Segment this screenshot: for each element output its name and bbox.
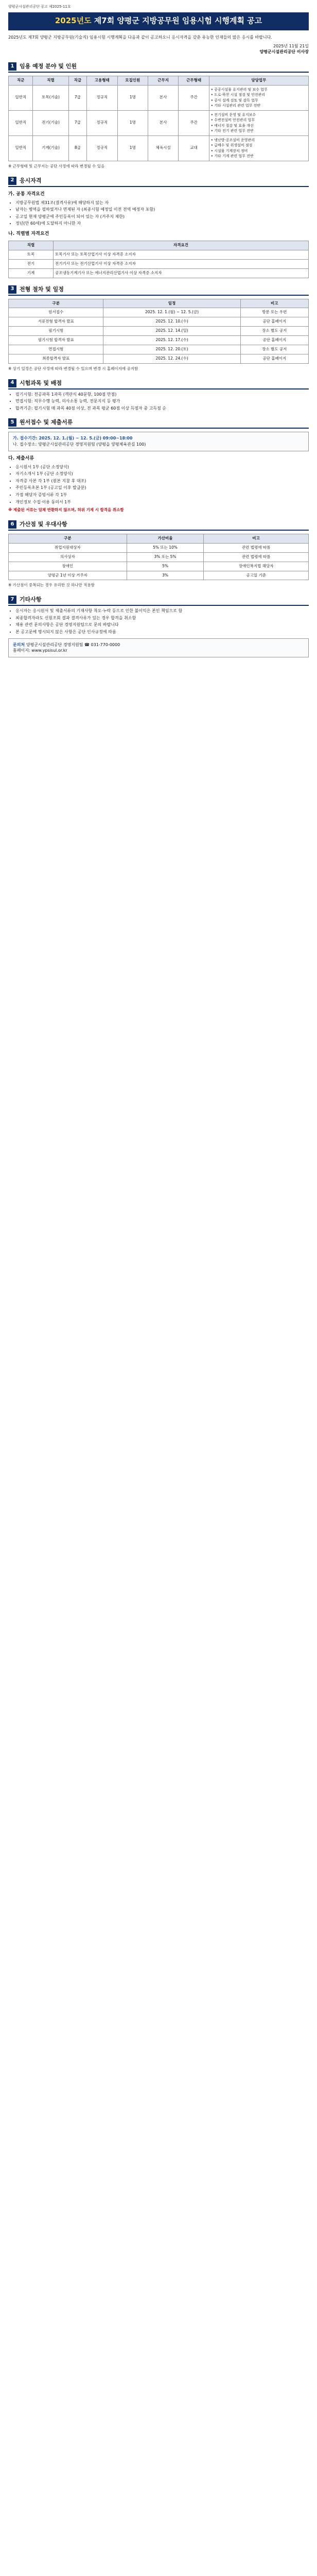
list-item: • 응시자는 응시원서 및 제출서류의 기재사항 착오·누락 등으로 인한 불이익은 본인 책임으로 함 [15, 608, 309, 614]
col-header: 담당업무 [209, 76, 308, 85]
list-item: • 자기소개서 1부 (공단 소정양식) [15, 471, 309, 477]
table-cell: 2025. 12. 14.(일) [103, 327, 240, 336]
table-cell: 공단 홈페이지 [240, 317, 308, 327]
table-cell: 장애인복지법 해당자 [204, 562, 309, 571]
col-header: 직렬 [9, 241, 54, 250]
duty-cell: • 전기설비 운영 및 유지보수 • 수변전설비 안전관리 업무 • 에너지 절감 및 효율 개선 • 기타 전기 관련 업무 전반 [209, 110, 308, 135]
section-7-header [8, 596, 309, 604]
table-cell: 전기(기술) [33, 110, 68, 135]
table-row [9, 308, 309, 317]
table-cell: 3% 또는 5% [127, 552, 204, 562]
col-header: 직급 [68, 76, 87, 85]
table-cell: 본사 [148, 110, 178, 135]
list-item: • 정년(만 60세)에 도달하지 아니한 자 [15, 221, 309, 227]
notice-number: 양평군시설관리공단 공고 제2025-11호 [8, 5, 71, 9]
section-divider [8, 295, 309, 296]
misc-list [8, 608, 309, 635]
list-item: • 주민등록초본 1부 (공고일 이후 발급분) [15, 485, 309, 491]
table-cell: 정규직 [87, 135, 117, 161]
section-5-header [8, 418, 309, 427]
table-row [9, 562, 309, 571]
receive-period: 가. 접수기간: 2025. 12. 1.(월) ~ 12. 5.(금) 09:00~18:00 [13, 436, 133, 441]
table-cell: 8급 [68, 135, 87, 161]
table-cell: 면접시험 [9, 345, 103, 354]
table-row [9, 250, 309, 259]
col-header: 비고 [240, 299, 308, 308]
table-cell: 공조냉동기계기사 또는 에너지관리산업기사 이상 자격증 소지자 [54, 268, 309, 278]
section-divider [8, 388, 309, 389]
table-cell: 양평군 1년 이상 거주자 [9, 571, 127, 580]
application-box [8, 432, 309, 451]
section-note: ※ 가산점이 중복되는 경우 유리한 것 하나만 적용함 [8, 583, 95, 588]
table-row [9, 543, 309, 552]
section-divider [8, 186, 309, 187]
table-cell: 교대 [179, 135, 209, 161]
section-4-header [8, 379, 309, 387]
duty-cell: • 냉난방·공조설비 운영관리 • 급배수 및 위생설비 점검 • 시설물 기계장치 정비 • 기타 기계 관련 업무 전반 [209, 135, 308, 161]
table-row [9, 110, 309, 135]
section-number: 4 [8, 379, 16, 387]
table-cell: 기계(기술) [33, 135, 68, 161]
list-item: • 공고일 현재 양평군에 주민등록이 되어 있는 자 (거주지 제한) [15, 214, 309, 220]
table-cell: 공고일 기준 [204, 571, 309, 580]
col-header: 자격요건 [54, 241, 309, 250]
contact-info: 양평군시설관리공단 경영지원팀 ☎ 031-770-0000 [26, 642, 120, 647]
table-cell: 2025. 12. 1.(월) ~ 12. 5.(금) [103, 308, 240, 317]
section-title: 기타사항 [20, 596, 42, 603]
table-row [9, 135, 309, 161]
table-cell: 2025. 12. 17.(수) [103, 336, 240, 345]
notice-org: 양평군시설관리공단 이사장 [259, 49, 309, 55]
table-cell: 전기 [9, 259, 54, 268]
table-cell: 정규직 [87, 110, 117, 135]
receive-place: 나. 접수장소: 양평군시설관리공단 경영지원팀 (양평읍 양평체육관길 100) [13, 442, 146, 447]
list-item: • 면접시험: 직무수행 능력, 의사소통 능력, 전문지식 등 평가 [15, 398, 309, 404]
section-number: 1 [8, 62, 16, 71]
table-cell: 공단 홈페이지 [240, 354, 308, 363]
col-header: 근무형태 [179, 76, 209, 85]
section-title: 시험과목 및 배점 [20, 379, 62, 386]
homepage-link[interactable]: 홈페이지: www.ypsisul.or.kr [13, 648, 67, 653]
col-header: 비고 [204, 534, 309, 544]
subsection-title: 다. 제출서류 [8, 455, 34, 461]
table-cell: 7급 [68, 85, 87, 110]
table-cell: 주간 [179, 110, 209, 135]
table-cell: 주간 [179, 85, 209, 110]
table-cell: 원서접수 [9, 308, 103, 317]
list-item: • 최종합격자라도 신원조회 결과 결격사유가 있는 경우 합격을 취소함 [15, 615, 309, 621]
list-item: • 합격기준: 필기시험 매 과목 40점 이상, 전 과목 평균 60점 이상 득점자 중 고득점 순 [15, 405, 309, 412]
section-note: ※ 상기 일정은 공단 사정에 따라 변경될 수 있으며 변경 시 홈페이지에 공지함 [8, 366, 138, 371]
table-row [9, 571, 309, 580]
exam-subject-list [8, 392, 309, 412]
table-cell: 취업지원대상자 [9, 543, 127, 552]
section-title: 가산점 및 우대사항 [20, 521, 67, 528]
warning-note: ※ 제출된 서류는 일체 반환하지 않으며, 허위 기재 시 합격을 취소함 [8, 507, 124, 513]
list-item: • 가점 해당자 증빙서류 각 1부 [15, 492, 309, 498]
section-title: 전형 절차 및 일정 [20, 285, 64, 293]
recruitment-table [8, 76, 309, 161]
section-2-header [8, 177, 309, 185]
table-cell: 토목기사 또는 토목산업기사 이상 자격증 소지자 [54, 250, 309, 259]
table-cell: 관련 법령에 따름 [204, 552, 309, 562]
table-cell: 기계 [9, 268, 54, 278]
table-cell: 토목 [9, 250, 54, 259]
table-cell: 공단 홈페이지 [240, 336, 308, 345]
table-cell: 본사 [148, 85, 178, 110]
bonus-table [8, 534, 309, 580]
table-cell: 일반직 [9, 135, 33, 161]
duty-cell: • 공공시설물 유지관리 및 보수 업무 • 도로·하천 시설 점검 및 안전관리 • 공사 설계 검토 및 감독 업무 • 기타 시설관리 관련 업무 전반 [209, 85, 308, 110]
table-row [9, 336, 309, 345]
section-1-header [8, 62, 309, 71]
table-cell: 일반직 [9, 85, 33, 110]
list-item: • 채용 관련 문의사항은 공단 경영지원팀으로 문의 바랍니다 [15, 622, 309, 628]
title-year: 2025년도 [55, 16, 92, 26]
table-cell: 5% 또는 10% [127, 543, 204, 552]
section-3-header [8, 285, 309, 294]
contact-label: 문의처 [13, 642, 25, 647]
documents-list [8, 464, 309, 505]
table-row [9, 268, 309, 278]
list-item: • 응시원서 1부 (공단 소정양식) [15, 464, 309, 470]
section-6-header [8, 520, 309, 529]
table-cell: 관련 법령에 따름 [204, 543, 309, 552]
table-cell: 서류전형 합격자 발표 [9, 317, 103, 327]
notice-page [8, 0, 309, 657]
list-item: • 필기시험: 전공과목 1과목 (객관식 40문항, 100점 만점) [15, 392, 309, 398]
table-cell: 5% [127, 562, 204, 571]
table-cell: 7급 [68, 110, 87, 135]
table-cell: 체육시설 [148, 135, 178, 161]
table-cell: 1명 [117, 110, 148, 135]
col-header: 고용형태 [87, 76, 117, 85]
list-item: • 개인정보 수집·이용 동의서 1부 [15, 499, 309, 505]
table-cell: 장애인 [9, 562, 127, 571]
col-header: 구분 [9, 299, 103, 308]
table-cell: 최종합격자 발표 [9, 354, 103, 363]
table-cell: 토목(기술) [33, 85, 68, 110]
table-row [9, 85, 309, 110]
list-item: • 지방공무원법 제31조(결격사유)에 해당하지 않는 자 [15, 200, 309, 206]
section-divider [8, 605, 309, 606]
section-divider [8, 530, 309, 531]
subsection-title: 가. 공통 자격요건 [8, 191, 45, 197]
table-row [9, 552, 309, 562]
col-header: 일정 [103, 299, 240, 308]
section-title: 원서접수 및 제출서류 [20, 419, 73, 426]
list-item: • 남자는 병역을 필하였거나 면제된 자 (최종시험 예정일 이전 전역 예정자 포함) [15, 207, 309, 213]
table-cell: 3% [127, 571, 204, 580]
list-item: • 본 공고문에 명시되지 않은 사항은 공단 인사규정에 따름 [15, 629, 309, 635]
table-row [9, 327, 309, 336]
section-divider [8, 72, 309, 73]
notice-title-bar [8, 12, 309, 30]
col-header: 구분 [9, 534, 127, 544]
requirements-table [8, 241, 309, 278]
schedule-table [8, 299, 309, 364]
title-main: 제7회 양평군 지방공무원 임용시험 시행계획 공고 [94, 16, 262, 26]
table-cell: 정규직 [87, 85, 117, 110]
section-number: 3 [8, 285, 16, 294]
col-header: 모집인원 [117, 76, 148, 85]
table-cell: 필기시험 [9, 327, 103, 336]
col-header: 가산비율 [127, 534, 204, 544]
table-cell: 2025. 12. 24.(수) [103, 354, 240, 363]
table-cell: 일반직 [9, 110, 33, 135]
section-number: 6 [8, 520, 16, 529]
table-cell: 2025. 12. 10.(수) [103, 317, 240, 327]
col-header: 근무지 [148, 76, 178, 85]
intro-text: 2025년도 제7회 양평군 지방공무원(기술직) 임용시험 시행계획을 다음과 같이 공고하오니 응시자격을 갖춘 유능한 인재들의 많은 응시를 바랍니다. [8, 35, 272, 40]
table-row [9, 354, 309, 363]
subsection-title: 나. 직렬별 자격요건 [8, 231, 49, 237]
table-cell: 의사상자 [9, 552, 127, 562]
notice-date: 2025년 11월 21일 [273, 43, 309, 48]
list-item: • 자격증 사본 각 1부 (원본 지참 후 대조) [15, 478, 309, 484]
table-cell: 1명 [117, 85, 148, 110]
section-title: 응시자격 [20, 177, 42, 184]
col-header: 직군 [9, 76, 33, 85]
section-number: 5 [8, 418, 16, 427]
table-cell: 1명 [117, 135, 148, 161]
contact-box [8, 638, 309, 657]
section-number: 7 [8, 596, 16, 604]
section-divider [8, 428, 309, 429]
common-requirements-list [8, 200, 309, 227]
table-row [9, 345, 309, 354]
section-number: 2 [8, 177, 16, 185]
section-title: 임용 예정 분야 및 인원 [20, 62, 77, 70]
table-cell: 2025. 12. 20.(토) [103, 345, 240, 354]
table-cell: 필기시험 합격자 발표 [9, 336, 103, 345]
table-row [9, 259, 309, 268]
table-cell: 전기기사 또는 전기산업기사 이상 자격증 소지자 [54, 259, 309, 268]
table-cell: 장소 별도 공지 [240, 327, 308, 336]
table-row [9, 317, 309, 327]
col-header: 직렬 [33, 76, 68, 85]
table-cell: 방문 또는 우편 [240, 308, 308, 317]
section-note: ※ 근무형태 및 근무지는 공단 사정에 따라 변경될 수 있음 [8, 163, 105, 168]
table-cell: 장소 별도 공지 [240, 345, 308, 354]
